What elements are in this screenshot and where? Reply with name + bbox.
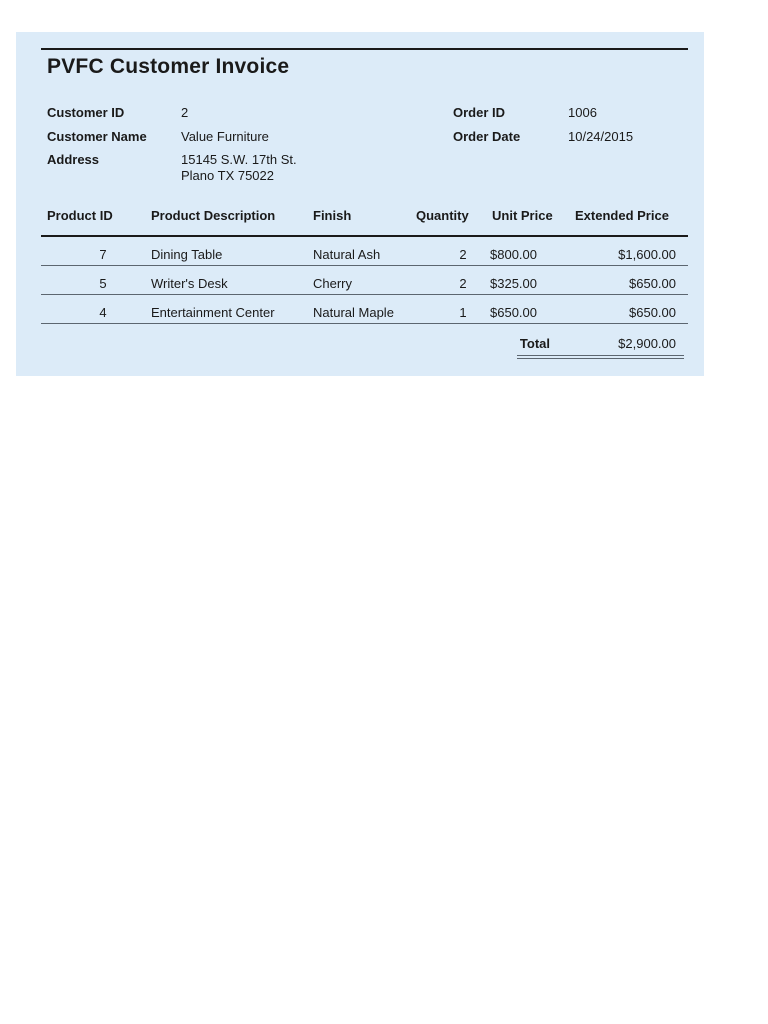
cell-quantity: 2 xyxy=(459,276,467,291)
header-finish: Finish xyxy=(313,208,352,223)
cell-product-id: 5 xyxy=(99,276,107,291)
total-value: $2,900.00 xyxy=(618,336,676,351)
cell-unit-price: $800.00 xyxy=(490,247,537,262)
invoice-title: PVFC Customer Invoice xyxy=(47,55,290,78)
address-line-2: Plano TX 75022 xyxy=(181,168,274,183)
total-double-rule-bottom xyxy=(517,358,684,359)
customer-name-value: Value Furniture xyxy=(181,129,269,144)
cell-extended-price: $650.00 xyxy=(629,305,676,320)
header-product-id: Product ID xyxy=(47,208,113,223)
cell-finish: Natural Maple xyxy=(313,305,394,320)
cell-extended-price: $650.00 xyxy=(629,276,676,291)
cell-finish: Cherry xyxy=(313,276,353,291)
header-divider xyxy=(41,235,688,237)
cell-finish: Natural Ash xyxy=(313,247,381,262)
cell-extended-price: $1,600.00 xyxy=(618,247,676,262)
total-double-rule-top xyxy=(517,355,684,356)
header-extended-price: Extended Price xyxy=(575,208,669,223)
top-divider xyxy=(41,48,688,50)
order-date-label: Order Date xyxy=(453,129,521,144)
customer-name-label: Customer Name xyxy=(47,129,147,144)
header-unit-price: Unit Price xyxy=(492,208,553,223)
header-product-description: Product Description xyxy=(151,208,276,223)
cell-product-id: 4 xyxy=(99,305,107,320)
order-id-label: Order ID xyxy=(453,105,506,120)
cell-unit-price: $650.00 xyxy=(490,305,537,320)
cell-quantity: 1 xyxy=(459,305,467,320)
row-divider xyxy=(41,294,688,295)
cell-unit-price: $325.00 xyxy=(490,276,537,291)
cell-description: Dining Table xyxy=(151,247,223,262)
order-id-value: 1006 xyxy=(568,105,597,120)
header-quantity: Quantity xyxy=(416,208,469,223)
total-label: Total xyxy=(519,336,550,351)
cell-product-id: 7 xyxy=(99,247,107,262)
row-divider xyxy=(41,323,688,324)
address-label: Address xyxy=(47,152,100,167)
invoice-panel xyxy=(16,32,704,376)
row-divider xyxy=(41,265,688,266)
customer-id-value: 2 xyxy=(181,105,189,120)
order-date-value: 10/24/2015 xyxy=(568,129,634,144)
customer-id-label: Customer ID xyxy=(47,105,125,120)
cell-quantity: 2 xyxy=(459,247,467,262)
address-line-1: 15145 S.W. 17th St. xyxy=(181,152,297,167)
cell-description: Entertainment Center xyxy=(151,305,275,320)
cell-description: Writer's Desk xyxy=(151,276,228,291)
